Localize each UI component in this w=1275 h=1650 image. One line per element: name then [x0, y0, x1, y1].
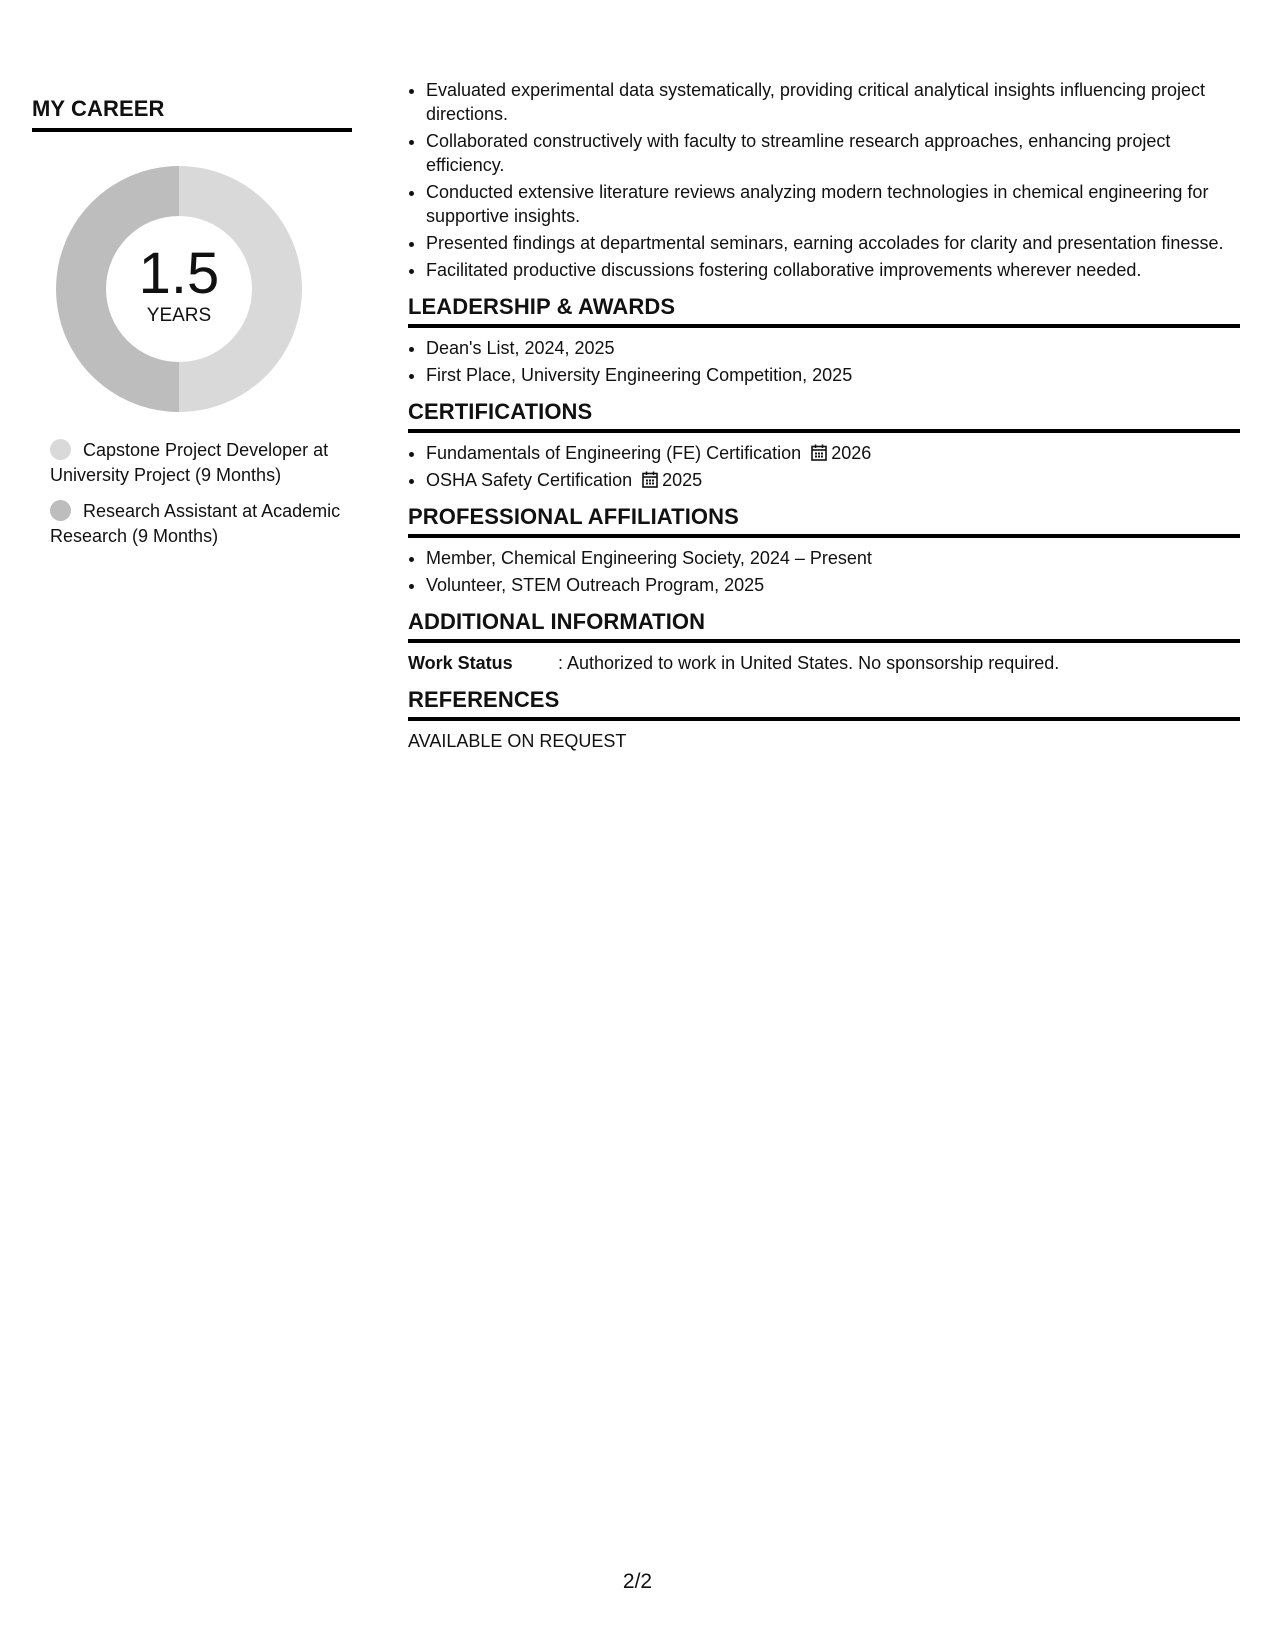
main-column: [408, 78, 1240, 753]
additional-info-heading: ADDITIONAL INFORMATION: [408, 609, 1240, 643]
list-item: • Member, Chemical Engineering Society, 2024 – Present: [426, 546, 1240, 570]
leadership-heading: LEADERSHIP & AWARDS: [408, 294, 1240, 328]
leadership-section: [408, 294, 1240, 387]
work-status-label: Work Status: [408, 653, 513, 673]
list-item: • Facilitated productive discussions fostering collaborative improvements wherever needed.: [426, 258, 1240, 282]
career-sidebar: [32, 96, 352, 560]
list-item: • Conducted extensive literature reviews analyzing modern technologies in chemical engineering for supportive insights.: [426, 180, 1240, 228]
certification-name: OSHA Safety Certification: [426, 470, 633, 490]
references-heading: REFERENCES: [408, 687, 1240, 721]
certification-name: Fundamentals of Engineering (FE) Certification: [426, 443, 802, 463]
legend-dot-icon: [50, 439, 71, 460]
calendar-icon: [811, 444, 827, 461]
career-heading: MY CAREER: [32, 96, 352, 132]
donut-value: 1.5: [138, 241, 220, 306]
certifications-list: [408, 441, 1240, 492]
certification-year: 2025: [662, 470, 703, 490]
page-number: 2/2: [622, 1570, 653, 1593]
career-donut-chart: [56, 166, 302, 412]
career-item: [50, 438, 352, 488]
list-item: • Evaluated experimental data systematically, providing critical analytical insights influencing project directions.: [426, 78, 1240, 126]
legend-dot-icon: [50, 500, 71, 521]
list-item: • Dean's List, 2024, 2025: [426, 336, 1240, 360]
work-status-value: : Authorized to work in United States. No sponsorship required.: [558, 653, 1060, 673]
donut-center: [56, 166, 302, 412]
additional-info-section: [408, 609, 1240, 675]
list-item: • Collaborated constructively with faculty to streamline research approaches, enhancing project efficiency.: [426, 129, 1240, 177]
affiliations-heading: PROFESSIONAL AFFILIATIONS: [408, 504, 1240, 538]
certifications-section: [408, 399, 1240, 492]
list-item: • Volunteer, STEM Outreach Program, 2025: [426, 573, 1240, 597]
list-item: • First Place, University Engineering Competition, 2025: [426, 363, 1240, 387]
list-item: [426, 468, 1240, 492]
donut-unit: YEARS: [146, 305, 212, 326]
list-item: [426, 441, 1240, 465]
experience-bullet-list: [408, 78, 1240, 282]
certification-year: 2026: [831, 443, 872, 463]
career-item-label: Capstone Project Developer at University Project (9 Months): [50, 440, 329, 485]
affiliations-section: [408, 504, 1240, 597]
career-item-label: Research Assistant at Academic Research (9 Months): [50, 501, 341, 546]
work-status-row: [408, 651, 1240, 675]
references-text: AVAILABLE ON REQUEST: [408, 731, 627, 751]
leadership-list: [408, 336, 1240, 387]
career-legend: [32, 438, 352, 549]
list-item: • Presented findings at departmental seminars, earning accolades for clarity and presentation finesse.: [426, 231, 1240, 255]
calendar-icon: [642, 471, 658, 488]
certifications-heading: CERTIFICATIONS: [408, 399, 1240, 433]
affiliations-list: [408, 546, 1240, 597]
career-item: [50, 499, 352, 549]
references-section: [408, 687, 1240, 753]
